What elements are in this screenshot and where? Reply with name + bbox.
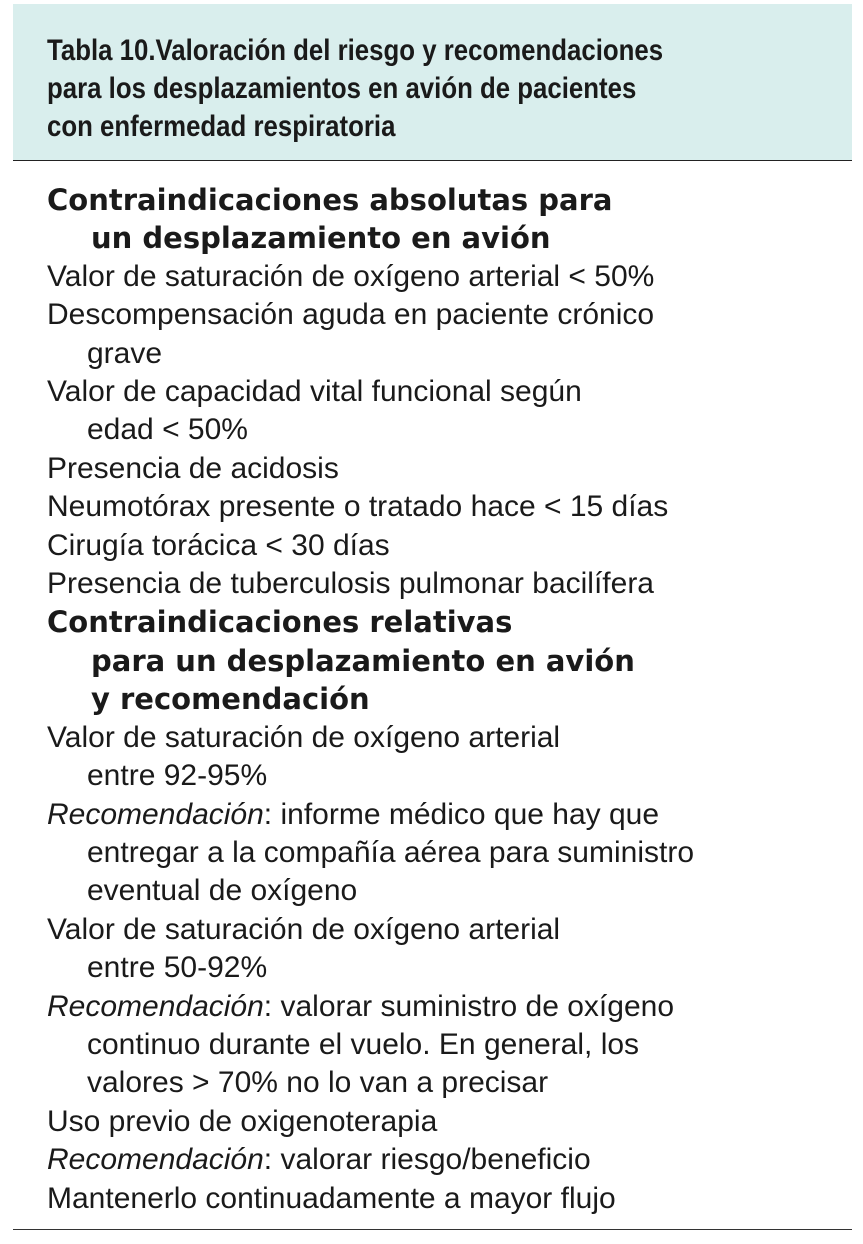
recommendation-text-continued: valores > 70% no lo van a precisar (87, 1066, 549, 1100)
item-text: Valor de capacidad vital funcional según (47, 375, 582, 409)
list-item (47, 1180, 847, 1218)
recommendation-text: : informe médico que hay que (263, 797, 660, 831)
list-item (47, 296, 847, 373)
item-text: Valor de saturación de oxígeno arterial (47, 720, 561, 754)
list-item (47, 1103, 847, 1141)
recommendation-label: Recomendación (47, 1143, 264, 1177)
item-text: Valor de saturación de oxígeno arterial (47, 912, 561, 946)
item-text: Presencia de tuberculosis pulmonar bacilífera (47, 567, 654, 601)
recommendation (47, 988, 847, 1103)
recommendation (47, 796, 847, 911)
title-line: para los desplazamientos en avión de pacientes (47, 72, 637, 105)
item-text: Cirugía torácica < 30 días (47, 528, 390, 562)
item-text-continued: grave (87, 336, 163, 370)
title-line: con enfermedad respiratoria (47, 110, 396, 143)
recommendation-label: Recomendación (47, 797, 264, 831)
list-item (47, 527, 847, 565)
list-item (47, 565, 847, 603)
item-text: Uso previo de oxigenoterapia (47, 1104, 438, 1138)
section-heading-relativas (47, 603, 847, 718)
table-body (47, 181, 847, 1218)
item-text-continued: edad < 50% (87, 413, 248, 447)
heading-line: para un desplazamiento en avión (91, 643, 635, 678)
recommendation-text: : valorar suministro de oxígeno (263, 989, 674, 1023)
list-item (47, 488, 847, 526)
list-item (47, 911, 847, 988)
list-item (47, 373, 847, 450)
heading-line: Contraindicaciones relativas (47, 605, 513, 640)
item-text: Mantenerlo continuadamente a mayor flujo (47, 1181, 616, 1215)
table-title (47, 32, 804, 146)
item-text: Valor de saturación de oxígeno arterial < 50% (47, 259, 655, 293)
list-item (47, 719, 847, 796)
item-text-continued: entre 50-92% (87, 951, 268, 985)
table-title-box (13, 4, 852, 161)
recommendation-text: : valorar riesgo/beneficio (263, 1143, 591, 1177)
recommendation-text-continued: continuo durante el vuelo. En general, los (87, 1027, 640, 1061)
bottom-rule (13, 1229, 852, 1230)
heading-line: Contraindicaciones absolutas para (47, 183, 613, 217)
heading-line: un desplazamiento en avión (91, 221, 551, 256)
title-line: Tabla 10.Valoración del riesgo y recomendaciones (47, 34, 664, 67)
recommendation-text-continued: eventual de oxígeno (87, 874, 358, 908)
item-text: Presencia de acidosis (47, 451, 339, 485)
list-item (47, 258, 847, 296)
heading-line: y recomendación (91, 682, 370, 717)
recommendation-label: Recomendación (47, 989, 264, 1023)
section-heading-absolutas (47, 181, 847, 258)
list-item (47, 450, 847, 488)
item-text-continued: entre 92-95% (87, 759, 268, 793)
item-text: Neumotórax presente o tratado hace < 15 días (47, 490, 669, 524)
recommendation (47, 1141, 847, 1179)
recommendation-text-continued: entregar a la compañía aérea para suministro (87, 835, 695, 869)
item-text: Descompensación aguda en paciente crónico (47, 298, 655, 332)
